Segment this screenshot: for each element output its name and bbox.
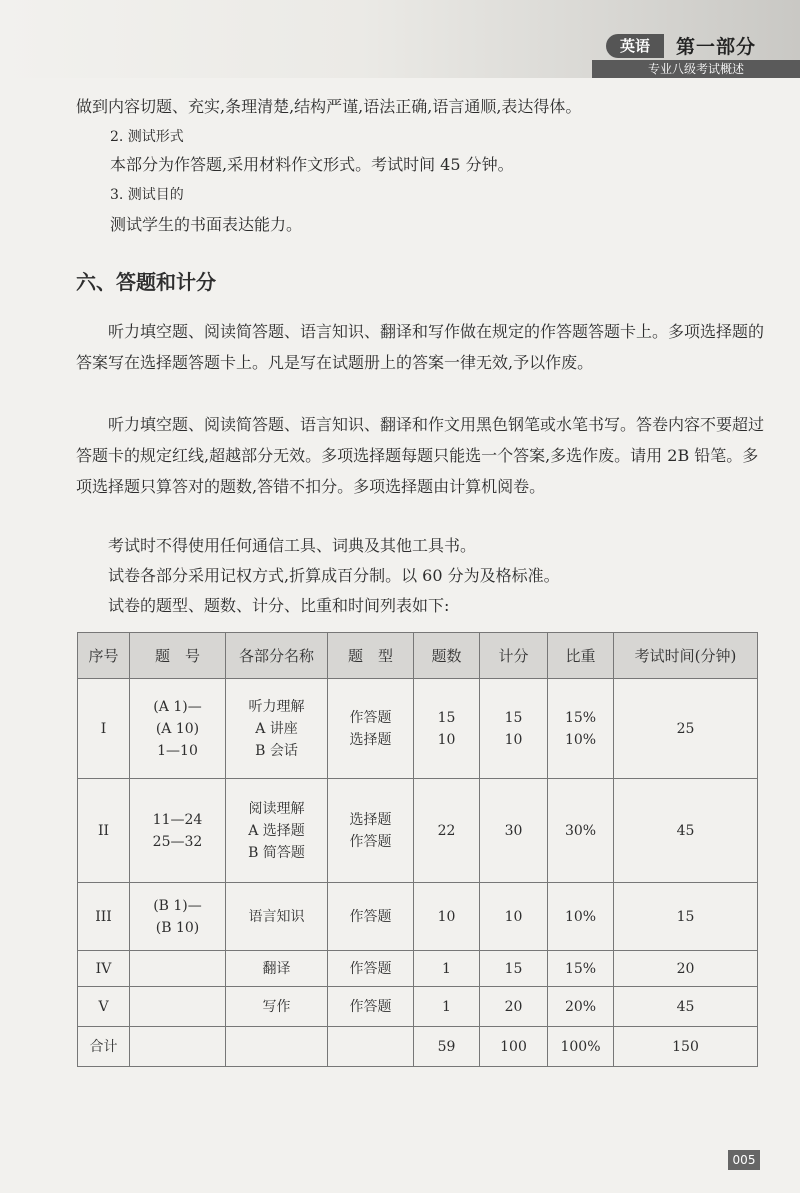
total-label: 合计 xyxy=(78,1027,130,1067)
item-range-line: (A 10) xyxy=(155,720,200,737)
table-header: 题 型 xyxy=(328,633,414,679)
weight: 15% xyxy=(548,951,614,987)
total-time: 150 xyxy=(614,1027,758,1067)
section-paragraph-4: 试卷各部分采用记权方式,折算成百分制。以 60 分为及格标准。 xyxy=(108,566,560,585)
part-name: 写作 xyxy=(226,987,328,1027)
item-range-line: 1—10 xyxy=(157,742,198,759)
question-count: 22 xyxy=(414,779,480,883)
item2-label: 2. 测试形式 xyxy=(110,129,184,145)
weight xyxy=(548,679,614,779)
question-count-line: 15 xyxy=(437,709,456,726)
part-name xyxy=(226,1027,328,1067)
score-line: 15 xyxy=(504,709,523,726)
section-paragraph-2: 听力填空题、阅读简答题、语言知识、翻译和作文用黑色钢笔或水笔书写。答卷内容不要超过答题卡的规定红线,超越部分无效。多项选择题每题只能选一个答案,多选作废。请用 2B 铅笔。多项选择题只算答对的题数,答错不扣分。多项选择题由计算机阅卷。 xyxy=(76,415,765,496)
table-row xyxy=(78,779,758,883)
item3-label: 3. 测试目的 xyxy=(110,187,184,203)
section-title: 六、答题和计分 xyxy=(76,270,216,294)
table-header: 题 号 xyxy=(130,633,226,679)
item3-text: 测试学生的书面表达能力。 xyxy=(110,215,303,234)
weight: 10% xyxy=(548,883,614,951)
row-number: II xyxy=(78,779,130,883)
table-header: 比重 xyxy=(548,633,614,679)
weight-line: 10% xyxy=(564,731,597,748)
question-type xyxy=(328,779,414,883)
section-paragraph-5: 试卷的题型、题数、计分、比重和时间列表如下: xyxy=(108,596,450,615)
item-range-line: 25—32 xyxy=(152,833,203,850)
row-number: IV xyxy=(78,951,130,987)
page-number: 005 xyxy=(728,1150,760,1170)
row-number: V xyxy=(78,987,130,1027)
question-type-line: 选择题 xyxy=(349,731,392,748)
exam-time: 20 xyxy=(614,951,758,987)
part-name: 翻译 xyxy=(226,951,328,987)
table-header: 题数 xyxy=(414,633,480,679)
question-count-line: 10 xyxy=(437,731,456,748)
part-name-line: 阅读理解 xyxy=(248,800,305,817)
section-paragraph-3: 考试时不得使用任何通信工具、词典及其他工具书。 xyxy=(108,536,477,555)
part-name-line: 听力理解 xyxy=(248,698,305,715)
exam-time: 45 xyxy=(614,987,758,1027)
header-subtitle: 专业八级考试概述 xyxy=(592,60,800,78)
question-type xyxy=(328,1027,414,1067)
item-range-line: 11—24 xyxy=(152,811,203,828)
table-header: 各部分名称 xyxy=(226,633,328,679)
part-name-line: A 讲座 xyxy=(255,720,298,737)
item-range xyxy=(130,987,226,1027)
score: 20 xyxy=(480,987,548,1027)
question-count: 10 xyxy=(414,883,480,951)
question-type-line: 选择题 xyxy=(349,811,392,828)
question-type-line: 作答题 xyxy=(349,709,392,726)
question-count: 1 xyxy=(414,951,480,987)
total-weight: 100% xyxy=(548,1027,614,1067)
item-range xyxy=(130,951,226,987)
table-row xyxy=(78,951,758,987)
score: 30 xyxy=(480,779,548,883)
part-name-line: A 选择题 xyxy=(248,822,305,839)
question-count xyxy=(414,679,480,779)
part-name-line: B 简答题 xyxy=(248,844,305,861)
table-header-row xyxy=(78,633,758,679)
item-range xyxy=(130,1027,226,1067)
table-header: 考试时间(分钟) xyxy=(614,633,758,679)
total-score: 100 xyxy=(480,1027,548,1067)
table-header: 计分 xyxy=(480,633,548,679)
row-number: III xyxy=(78,883,130,951)
header-subject-tag: 英语 xyxy=(606,34,664,58)
exam-structure-table xyxy=(77,632,758,1067)
question-count: 1 xyxy=(414,987,480,1027)
item-range xyxy=(130,679,226,779)
total-count: 59 xyxy=(414,1027,480,1067)
exam-time: 25 xyxy=(614,679,758,779)
score: 15 xyxy=(480,951,548,987)
header-part-title: 第一部分 xyxy=(676,36,757,58)
section-paragraph-1: 听力填空题、阅读简答题、语言知识、翻译和写作做在规定的作答题答题卡上。多项选择题的答案写在选择题答题卡上。凡是写在试题册上的答案一律无效,予以作废。 xyxy=(76,322,765,372)
score xyxy=(480,679,548,779)
row-number: I xyxy=(78,679,130,779)
question-type: 作答题 xyxy=(328,987,414,1027)
table-header: 序号 xyxy=(78,633,130,679)
part-name: 语言知识 xyxy=(226,883,328,951)
question-type xyxy=(328,679,414,779)
question-type: 作答题 xyxy=(328,951,414,987)
item-range-line: (A 1)— xyxy=(153,698,202,715)
part-name xyxy=(226,679,328,779)
table-row xyxy=(78,883,758,951)
weight-line: 15% xyxy=(564,709,597,726)
part-name-line: B 会话 xyxy=(255,742,298,759)
item-range xyxy=(130,779,226,883)
part-name xyxy=(226,779,328,883)
table-row xyxy=(78,679,758,779)
weight: 30% xyxy=(548,779,614,883)
item-range-line: (B 10) xyxy=(155,919,200,936)
exam-time: 45 xyxy=(614,779,758,883)
score-line: 10 xyxy=(504,731,523,748)
item-range xyxy=(130,883,226,951)
weight: 20% xyxy=(548,987,614,1027)
question-type: 作答题 xyxy=(328,883,414,951)
table-row xyxy=(78,987,758,1027)
intro-line: 做到内容切题、充实,条理清楚,结构严谨,语法正确,语言通顺,表达得体。 xyxy=(76,97,582,116)
item-range-line: (B 1)— xyxy=(153,897,202,914)
score: 10 xyxy=(480,883,548,951)
item2-text: 本部分为作答题,采用材料作文形式。考试时间 45 分钟。 xyxy=(110,155,514,174)
question-type-line: 作答题 xyxy=(349,833,392,850)
table-total-row xyxy=(78,1027,758,1067)
exam-time: 15 xyxy=(614,883,758,951)
